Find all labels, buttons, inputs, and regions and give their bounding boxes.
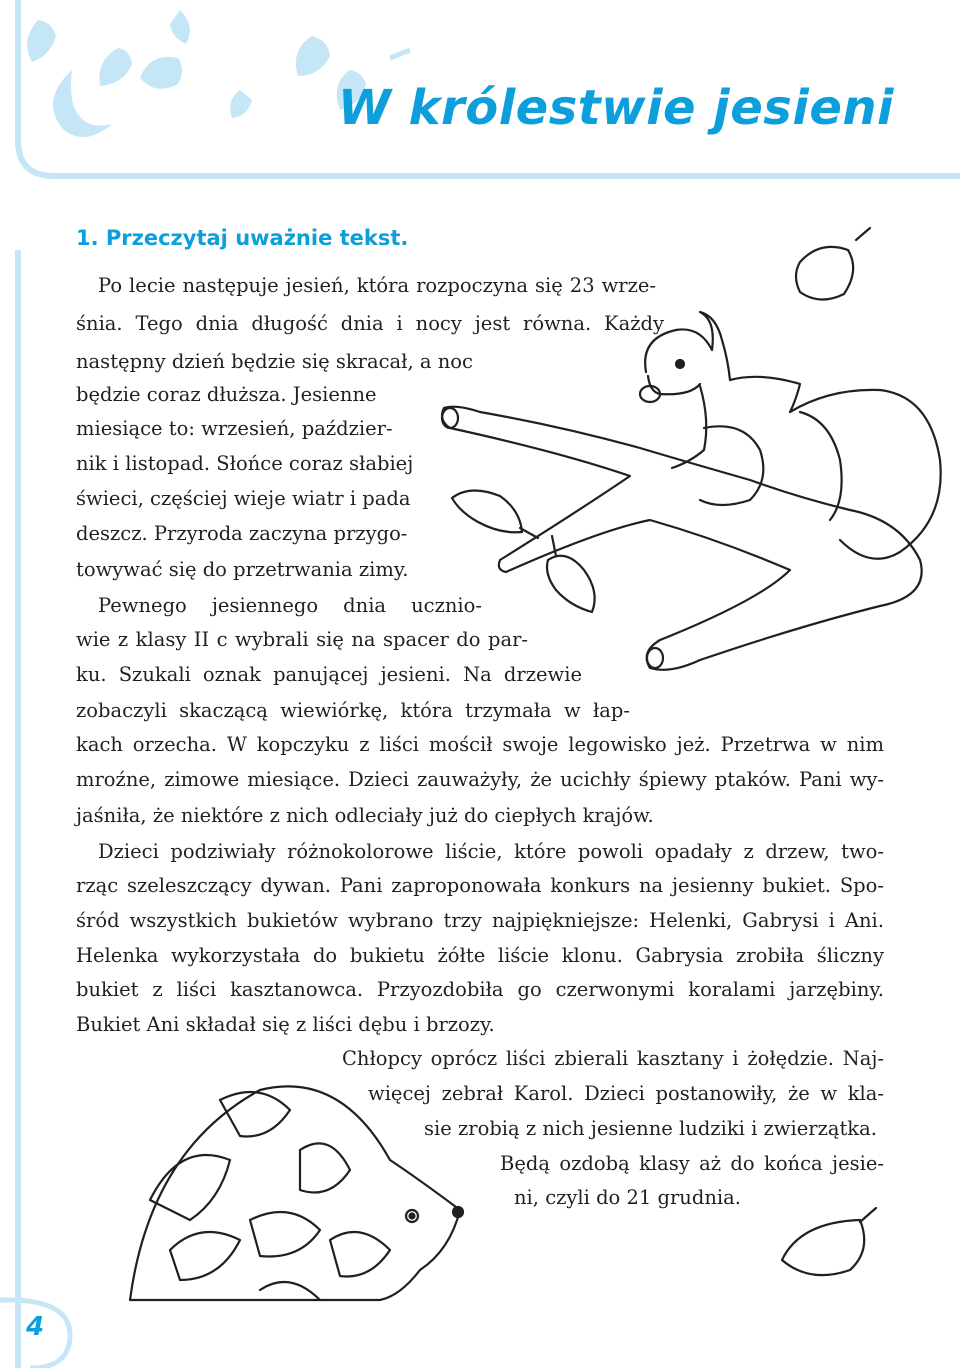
- text-line-27: ni, czyli do 21 grudnia.: [514, 1186, 741, 1209]
- text-line-11: wie z klasy II c wybrali się na spacer do par-: [76, 628, 528, 651]
- text-line-21: bukiet z liści kasztanowca. Przyozdobiła go czerwonymi koralami jarzębiny.: [76, 978, 884, 1001]
- text-line-6: nik i listopad. Słońce coraz słabiej: [76, 452, 414, 475]
- text-line-18: rząc szeleszczący dywan. Pani zaproponowała konkurs na jesienny bukiet. Spo-: [76, 874, 884, 897]
- text-line-9: towywać się do przetrwania zimy.: [76, 558, 409, 581]
- text-line-19: śród wszystkich bukietów wybrano trzy najpiękniejsze: Helenki, Gabrysi i Ani.: [76, 909, 884, 932]
- text-line-7: świeci, częściej wieje wiatr i pada: [76, 487, 411, 510]
- text-line-14: kach orzecha. W kopczyku z liści mościł swoje legowisko jeż. Przetrwa w nim: [76, 733, 884, 756]
- text-line-17: Dzieci podziwiały różnokolorowe liście, które powoli opadały z drzew, two-: [98, 840, 884, 863]
- text-line-5: miesiące to: wrzesień, paździer-: [76, 417, 393, 440]
- task-heading: 1. Przeczytaj uważnie tekst.: [76, 226, 409, 250]
- text-line-26: Będą ozdobą klasy aż do końca jesie-: [500, 1152, 884, 1175]
- text-line-15: mroźne, zimowe miesiące. Dzieci zauważyły, że ucichły śpiewy ptaków. Pani wy-: [76, 768, 884, 791]
- page-title: W królestwie jesieni: [337, 80, 894, 136]
- text-line-4: będzie coraz dłuższa. Jesienne: [76, 383, 377, 406]
- text-line-25: sie zrobią z nich jesienne ludziki i zwierzątka.: [424, 1117, 877, 1140]
- text-line-16: jaśniła, że niektóre z nich odleciały już do ciepłych krajów.: [76, 804, 654, 827]
- text-line-1: Po lecie następuje jesień, która rozpoczyna się 23 wrze-: [98, 274, 656, 297]
- text-line-10: Pewnego jesiennego dnia ucznio-: [98, 594, 482, 617]
- text-line-3: następny dzień będzie się skracał, a noc: [76, 350, 473, 373]
- text-line-20: Helenka wykorzystała do bukietu żółte liście klonu. Gabrysia zrobiła śliczny: [76, 944, 884, 967]
- text-line-2: śnia. Tego dnia długość dnia i nocy jest równa. Każdy: [76, 312, 664, 335]
- text-line-23: Chłopcy oprócz liści zbierali kasztany i żołędzie. Naj-: [342, 1047, 884, 1070]
- text-line-13: zobaczyli skaczącą wiewiórkę, która trzymała w łap-: [76, 699, 630, 722]
- text-line-8: deszcz. Przyroda zaczyna przygo-: [76, 522, 408, 545]
- text-line-12: ku. Szukali oznak panującej jesieni. Na drzewie: [76, 663, 582, 686]
- page-number: 4: [26, 1312, 45, 1342]
- text-line-24: więcej zebrał Karol. Dzieci postanowiły, że w kla-: [368, 1082, 884, 1105]
- text-line-22: Bukiet Ani składał się z liści dębu i brzozy.: [76, 1013, 495, 1036]
